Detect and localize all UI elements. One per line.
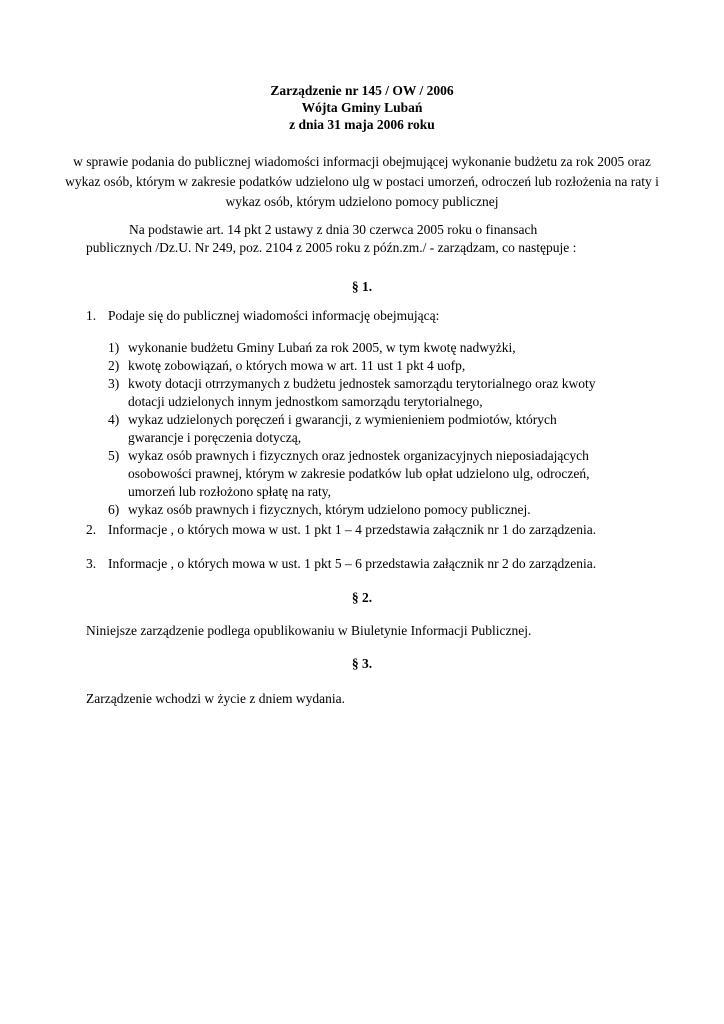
section-1-item-2 [86,521,596,539]
sublist-line: osobowości prawnej, którym w zakresie podatków lub opłat udzielono ulg, odroczeń, [128,466,590,481]
item-text: Informacje , o których mowa w ust. 1 pkt 1 – 4 przedstawia załącznik nr 1 do zarządzenia. [108,522,597,537]
sublist-line: kwotę zobowiązań, o których mowa w art. 11 ust 1 pkt 4 uofp, [128,358,466,373]
section-3-heading: § 3. [351,656,373,671]
item-text: Informacje , o których mowa w ust. 1 pkt 5 – 6 przedstawia załącznik nr 2 do zarządzenia. [108,556,597,571]
sublist-line: gwarancje i poręczenia dotyczą, [128,430,302,445]
sublist-number: 4) [108,412,120,427]
preamble [86,221,656,257]
section-2-text: Niniejsze zarządzenie podlega opublikowaniu w Biuletynie Informacji Publicznej. [86,623,532,638]
sublist-item-5 [108,447,668,501]
section-1-item-1 [86,307,439,325]
document-title [0,82,724,133]
title-line-number: Zarządzenie nr 145 / OW / 2006 [270,83,454,98]
sublist-number: 2) [108,358,120,373]
sublist-line: dotacji udzielonych innym jednostkom samorządu terytorialnego, [128,394,483,409]
sublist-item-4 [108,411,668,447]
sublist-item-6 [108,501,668,519]
preamble-line-2: publicznych /Dz.U. Nr 249, poz. 2104 z 2005 roku z późn.zm./ - zarządzam, co następuje : [86,240,577,255]
item-number: 1. [86,308,97,323]
title-line-date: z dnia 31 maja 2006 roku [289,117,435,132]
sublist-line: wykaz udzielonych poręczeń i gwarancji, z wymienieniem podmiotów, których [128,412,557,427]
sublist-line: wykaz osób prawnych i fizycznych, którym udzielono pomocy publicznej. [128,502,531,517]
sublist-number: 6) [108,502,120,517]
sublist-line: wykaz osób prawnych i fizycznych oraz jednostek organizacyjnych nieposiadających [128,448,589,463]
sublist-line: wykonanie budżetu Gminy Lubań za rok 2005, w tym kwotę nadwyżki, [128,340,516,355]
document-subject: w sprawie podania do publicznej wiadomości informacji obejmującej wykonanie budżetu za rok 2005 oraz wykaz osób, którym w zakresie podatków udzielono ulg w postaci umorzeń, odroczeń lub rozłożenia na raty i wykaz osób, którym udzielono pomocy publicznej [65,154,659,209]
item-text: Podaje się do publicznej wiadomości informację obejmującą: [108,308,440,323]
sublist-item-3 [108,375,668,411]
sublist-line: kwoty dotacji otrrzymanych z budżetu jednostek samorządu terytorialnego oraz kwoty [128,376,596,391]
sublist-number: 3) [108,376,120,391]
section-3-text: Zarządzenie wchodzi w życie z dniem wydania. [86,691,345,706]
sublist-number: 5) [108,448,120,463]
section-2-heading: § 2. [351,590,373,605]
section-1-sublist [108,339,668,519]
sublist-item-1 [108,339,668,357]
item-number: 3. [86,556,97,571]
section-1-heading: § 1. [351,279,373,294]
preamble-line-1: Na podstawie art. 14 pkt 2 ustawy z dnia 30 czerwca 2005 roku o finansach [129,222,538,237]
title-line-authority: Wójta Gminy Lubań [301,100,423,115]
sublist-number: 1) [108,340,120,355]
sublist-line: umorzeń lub rozłożono spłatę na raty, [128,484,332,499]
section-1-item-3 [86,555,596,573]
sublist-item-2 [108,357,668,375]
item-number: 2. [86,522,97,537]
